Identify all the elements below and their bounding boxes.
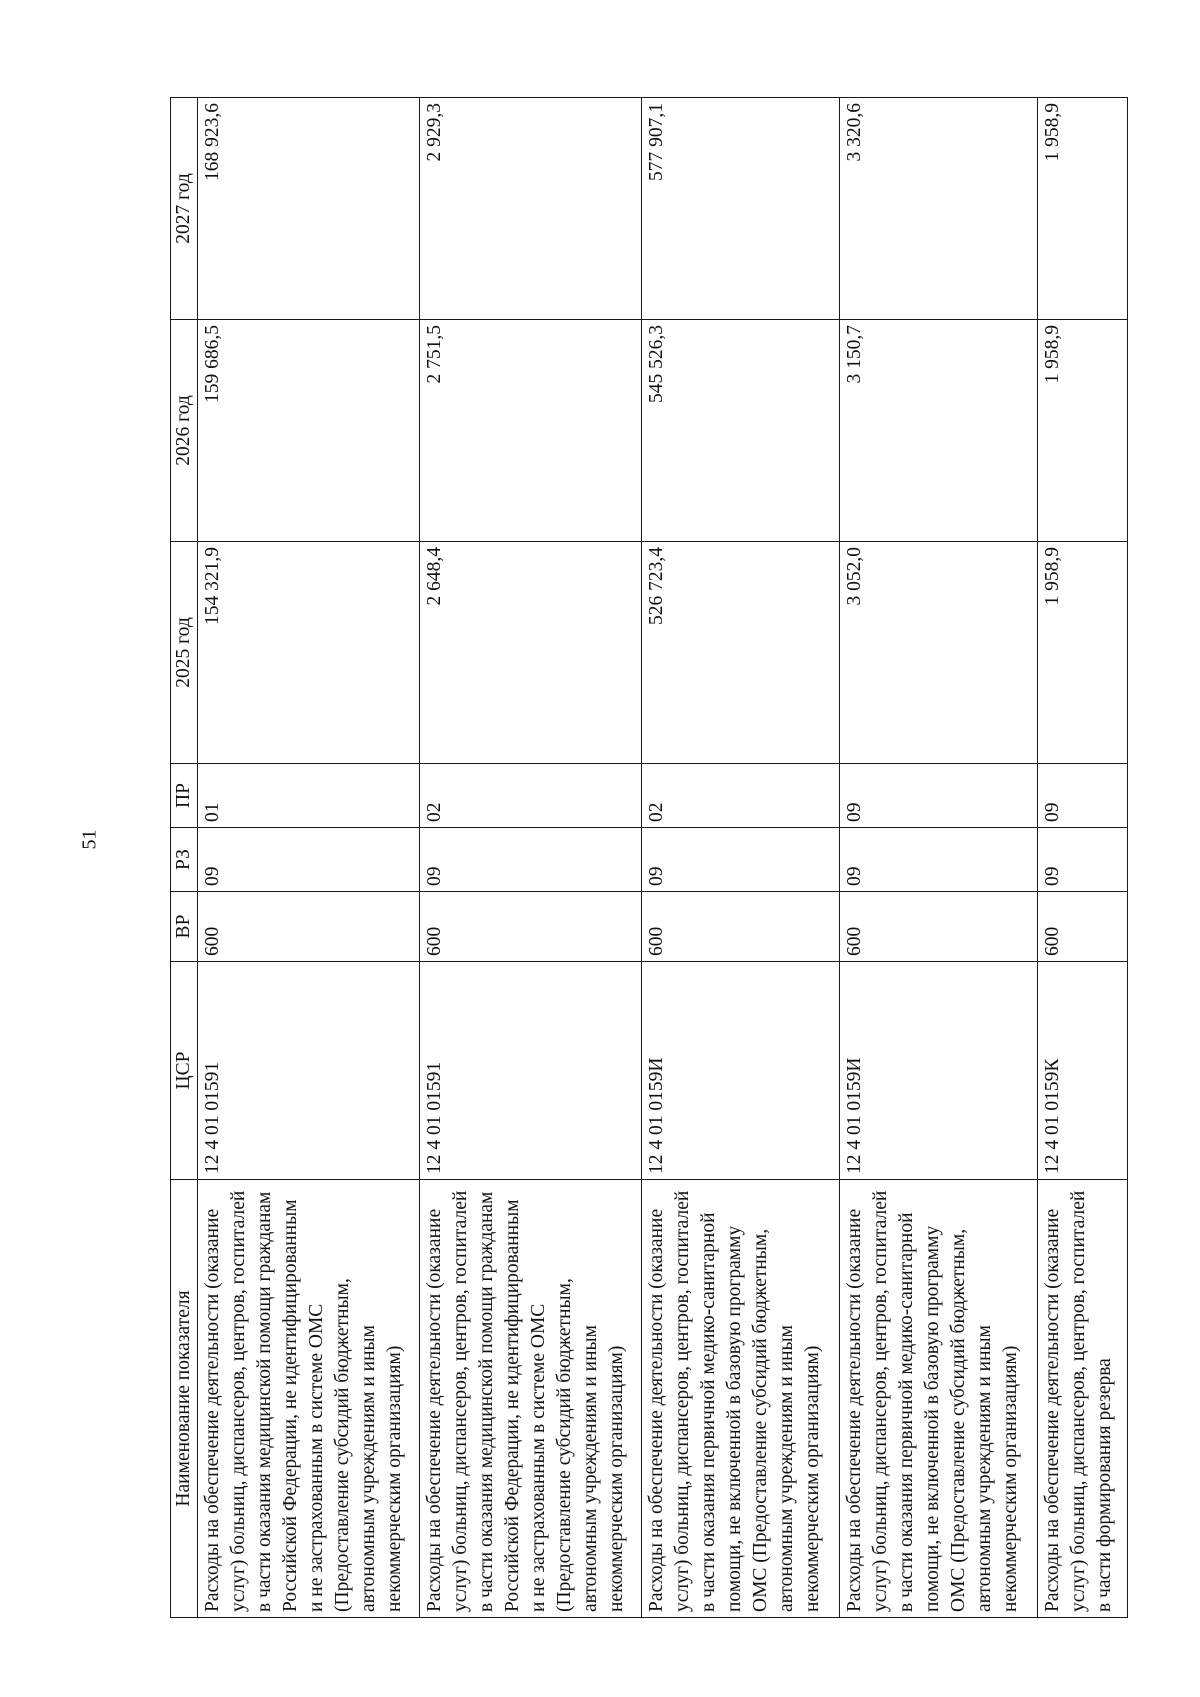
cell-csr: 12 4 01 0159И [642, 962, 840, 1180]
cell-vr: 600 [642, 892, 840, 962]
cell-csr: 12 4 01 01591 [198, 962, 420, 1180]
cell-name: Расходы на обеспечение деятельности (оказание услуг) больниц, диспансеров, центров, госпиталей в части оказания первичной медико-санитарной помощи, не включенной в базовую программу ОМС (Предоставление субсидий бюджетным, автономным учреждениям и иным некоммерческим организациям) [642, 1180, 840, 1618]
cell-2027: 1 958,9 [1038, 98, 1128, 320]
cell-rz: 09 [642, 828, 840, 892]
cell-pr: 02 [420, 764, 642, 828]
header-2026: 2026 год [171, 320, 198, 542]
cell-name: Расходы на обеспечение деятельности (оказание услуг) больниц, диспансеров, центров, госпиталей в части оказания медицинской помощи гражданам Российской Федерации, не идентифицированным и не застрахованным в системе ОМС (Предоставление субсидий бюджетным, автономным учреждениям и иным некоммерческим организациям) [420, 1180, 642, 1618]
table-row [840, 98, 1038, 1618]
cell-rz: 09 [198, 828, 420, 892]
cell-csr: 12 4 01 0159И [840, 962, 1038, 1180]
cell-2026: 3 150,7 [840, 320, 1038, 542]
cell-pr: 09 [840, 764, 1038, 828]
cell-2025: 2 648,4 [420, 542, 642, 764]
header-vr: ВР [171, 892, 198, 962]
budget-table-container [170, 98, 1120, 1618]
cell-name: Расходы на обеспечение деятельности (оказание услуг) больниц, диспансеров, центров, госпиталей в части формирования резерва [1038, 1180, 1128, 1618]
cell-2026: 159 686,5 [198, 320, 420, 542]
header-name: Наименование показателя [171, 1180, 198, 1618]
table-row [420, 98, 642, 1618]
header-row [171, 98, 198, 1618]
cell-name: Расходы на обеспечение деятельности (оказание услуг) больниц, диспансеров, центров, госпиталей в части оказания медицинской помощи гражданам Российской Федерации, не идентифицированным и не застрахованным в системе ОМС (Предоставление субсидий бюджетным, автономным учреждениям и иным некоммерческим организациям) [198, 1180, 420, 1618]
cell-2027: 577 907,1 [642, 98, 840, 320]
cell-csr: 12 4 01 0159К [1038, 962, 1128, 1180]
cell-rz: 09 [840, 828, 1038, 892]
cell-vr: 600 [840, 892, 1038, 962]
cell-2026: 2 751,5 [420, 320, 642, 542]
cell-2027: 2 929,3 [420, 98, 642, 320]
cell-2025: 154 321,9 [198, 542, 420, 764]
cell-vr: 600 [1038, 892, 1128, 962]
cell-name: Расходы на обеспечение деятельности (оказание услуг) больниц, диспансеров, центров, госпиталей в части оказания первичной медико-санитарной помощи, не включенной в базовую программу ОМС (Предоставление субсидий бюджетным, автономным учреждениям и иным некоммерческим организациям) [840, 1180, 1038, 1618]
header-2025: 2025 год [171, 542, 198, 764]
cell-2027: 3 320,6 [840, 98, 1038, 320]
cell-csr: 12 4 01 01591 [420, 962, 642, 1180]
cell-vr: 600 [198, 892, 420, 962]
cell-2025: 526 723,4 [642, 542, 840, 764]
table-row [198, 98, 420, 1618]
table-row [1038, 98, 1128, 1618]
page-number: 51 [78, 829, 101, 850]
cell-2025: 1 958,9 [1038, 542, 1128, 764]
cell-rz: 09 [1038, 828, 1128, 892]
cell-vr: 600 [420, 892, 642, 962]
cell-rz: 09 [420, 828, 642, 892]
header-rz: РЗ [171, 828, 198, 892]
cell-2026: 545 526,3 [642, 320, 840, 542]
header-csr: ЦСР [171, 962, 198, 1180]
cell-2025: 3 052,0 [840, 542, 1038, 764]
cell-pr: 09 [1038, 764, 1128, 828]
table-header [171, 98, 198, 1618]
header-2027: 2027 год [171, 98, 198, 320]
table-row [642, 98, 840, 1618]
table-body [198, 98, 1128, 1618]
cell-pr: 02 [642, 764, 840, 828]
cell-2027: 168 923,6 [198, 98, 420, 320]
cell-2026: 1 958,9 [1038, 320, 1128, 542]
cell-pr: 01 [198, 764, 420, 828]
budget-table [170, 97, 1128, 1618]
header-pr: ПР [171, 764, 198, 828]
